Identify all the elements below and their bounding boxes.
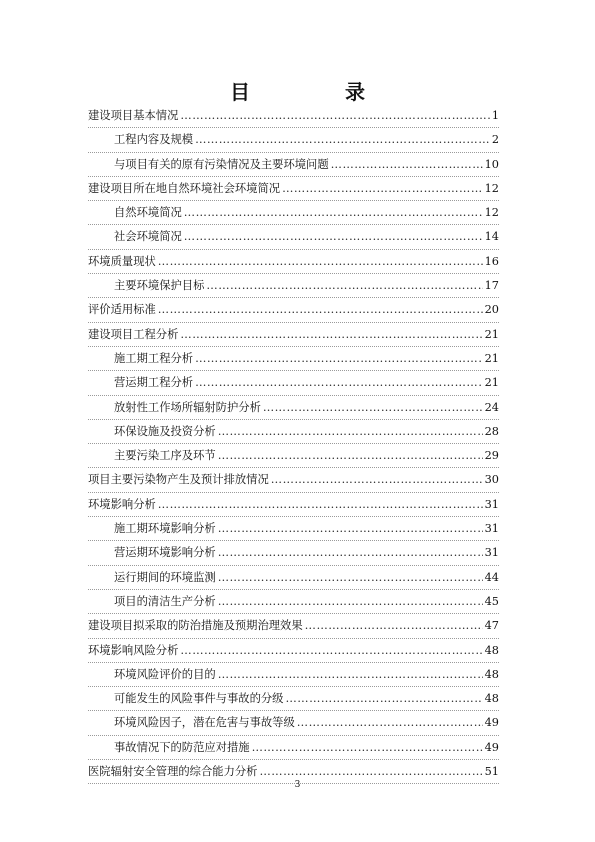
toc-entry[interactable] (88, 323, 499, 347)
toc-entry-page: 16 (484, 254, 499, 268)
page-title: 目 录 (230, 80, 409, 104)
toc-entry-label: 环保设施及投资分析 (114, 424, 216, 438)
dot-leader (180, 639, 482, 662)
toc-entry-page: 21 (484, 376, 499, 390)
toc-entry-label: 项目主要污染物产生及预计排放情况 (88, 473, 269, 487)
dot-leader (218, 590, 483, 613)
toc-entry[interactable] (88, 639, 499, 663)
toc-entry-page: 48 (484, 692, 499, 706)
dot-leader (195, 371, 483, 394)
toc-entry-page: 17 (484, 279, 499, 293)
toc-entry-label: 环境影响风险分析 (88, 643, 179, 657)
toc-entry-label: 建设项目工程分析 (88, 327, 179, 341)
dot-leader (195, 128, 490, 151)
toc-entry[interactable] (88, 104, 499, 128)
toc-subentry[interactable] (88, 663, 499, 687)
dot-leader (158, 298, 483, 321)
toc-subentry[interactable] (88, 396, 499, 420)
toc-entry-page: 2 (491, 133, 499, 147)
toc-entry-label: 环境风险评价的目的 (114, 667, 216, 681)
toc-entry-page: 1 (491, 109, 499, 122)
toc-entry-label: 建设项目所在地自然环境社会环境简况 (88, 181, 281, 195)
toc-entry[interactable] (88, 468, 499, 492)
dot-leader (180, 323, 482, 346)
toc-entry-label: 建设项目基本情况 (88, 109, 179, 122)
toc-entry-label: 医院辐射安全管理的综合能力分析 (88, 765, 258, 779)
toc-entry-page: 48 (484, 643, 499, 657)
toc-entry-label: 主要环境保护目标 (114, 279, 205, 293)
toc-entry-label: 营运期环境影响分析 (114, 546, 216, 560)
toc-entry[interactable] (88, 614, 499, 638)
toc-entry-page: 21 (484, 327, 499, 341)
toc-entry-label: 社会环境简况 (114, 230, 182, 244)
toc-entry-label: 建设项目拟采取的防治措施及预期治理效果 (88, 619, 303, 633)
toc-entry[interactable] (88, 493, 499, 517)
toc-entry-page: 28 (484, 424, 499, 438)
dot-leader (206, 274, 482, 297)
toc-entry-label: 放射性工作场所辐射防护分析 (114, 400, 261, 414)
dot-leader (195, 347, 483, 370)
dot-leader (158, 493, 483, 516)
toc-entry-page: 14 (484, 230, 499, 244)
toc-entry-page: 51 (484, 765, 499, 779)
dot-leader (184, 201, 483, 224)
toc-subentry[interactable] (88, 225, 499, 249)
toc-entry-label: 环境质量现状 (88, 254, 156, 268)
dot-leader (180, 104, 489, 127)
toc-entry-label: 施工期工程分析 (114, 351, 194, 365)
toc-subentry[interactable] (88, 371, 499, 395)
toc-entry-page: 31 (484, 546, 499, 560)
dot-leader (218, 517, 483, 540)
toc-entry-page: 48 (484, 667, 499, 681)
toc-subentry[interactable] (88, 201, 499, 225)
dot-leader (184, 225, 483, 248)
dot-leader (218, 663, 483, 686)
toc-subentry[interactable] (88, 420, 499, 444)
toc-subentry[interactable] (88, 128, 499, 152)
toc-entry[interactable] (88, 250, 499, 274)
toc-entry[interactable] (88, 177, 499, 201)
toc-entry[interactable] (88, 298, 499, 322)
toc-entry-page: 49 (484, 716, 499, 730)
toc-entry-page: 12 (484, 206, 499, 220)
toc-entry-label: 事故情况下的防范应对措施 (114, 740, 250, 754)
toc-subentry[interactable] (88, 736, 499, 760)
dot-leader (252, 736, 483, 759)
toc-entry-label: 评价适用标准 (88, 303, 156, 317)
toc-entry-page: 10 (484, 157, 499, 171)
toc-entry-page: 12 (484, 181, 499, 195)
toc-entry-label: 可能发生的风险事件与事故的分级 (114, 692, 284, 706)
toc-entry-label: 施工期环境影响分析 (114, 522, 216, 536)
toc-subentry[interactable] (88, 566, 499, 590)
dot-leader (285, 687, 482, 710)
toc-entry-label: 营运期工程分析 (114, 376, 194, 390)
toc-subentry[interactable] (88, 153, 499, 177)
dot-leader (218, 541, 483, 564)
dot-leader (158, 250, 483, 273)
toc-entry-label: 项目的清洁生产分析 (114, 594, 216, 608)
dot-leader (218, 566, 483, 589)
toc-entry-page: 44 (484, 570, 499, 584)
toc-entry-label: 自然环境简况 (114, 206, 182, 220)
toc-entry-label: 主要污染工序及环节 (114, 449, 216, 463)
toc-entry-label: 环境影响分析 (88, 497, 156, 511)
toc-subentry[interactable] (88, 444, 499, 468)
toc-subentry[interactable] (88, 274, 499, 298)
toc-entry-page: 20 (484, 303, 499, 317)
dot-leader (305, 614, 483, 637)
toc-entry-page: 49 (484, 740, 499, 754)
dot-leader (218, 444, 483, 467)
table-of-contents (88, 104, 499, 784)
dot-leader (271, 468, 483, 491)
toc-entry-page: 24 (484, 400, 499, 414)
page-number: 3 (294, 780, 301, 790)
toc-entry-label: 环境风险因子，潜在危害与事故等级 (114, 716, 295, 730)
toc-subentry[interactable] (88, 711, 499, 735)
toc-entry-label: 工程内容及规模 (114, 133, 194, 147)
toc-entry-page: 45 (484, 594, 499, 608)
toc-entry-label: 运行期间的环境监测 (114, 570, 216, 584)
dot-leader (331, 153, 483, 176)
toc-entry-page: 47 (484, 619, 499, 633)
toc-subentry[interactable] (88, 517, 499, 541)
toc-entry-page: 21 (484, 351, 499, 365)
toc-subentry[interactable] (88, 687, 499, 711)
dot-leader (218, 420, 483, 443)
toc-entry-page: 31 (484, 522, 499, 536)
toc-entry-page: 29 (484, 449, 499, 463)
toc-entry-label: 与项目有关的原有污染情况及主要环境问题 (114, 157, 329, 171)
toc-entry-page: 31 (484, 497, 499, 511)
toc-entry-page: 30 (484, 473, 499, 487)
dot-leader (297, 711, 483, 734)
toc-subentry[interactable] (88, 541, 499, 565)
dot-leader (282, 177, 483, 200)
toc-subentry[interactable] (88, 347, 499, 371)
dot-leader (263, 396, 483, 419)
toc-subentry[interactable] (88, 590, 499, 614)
